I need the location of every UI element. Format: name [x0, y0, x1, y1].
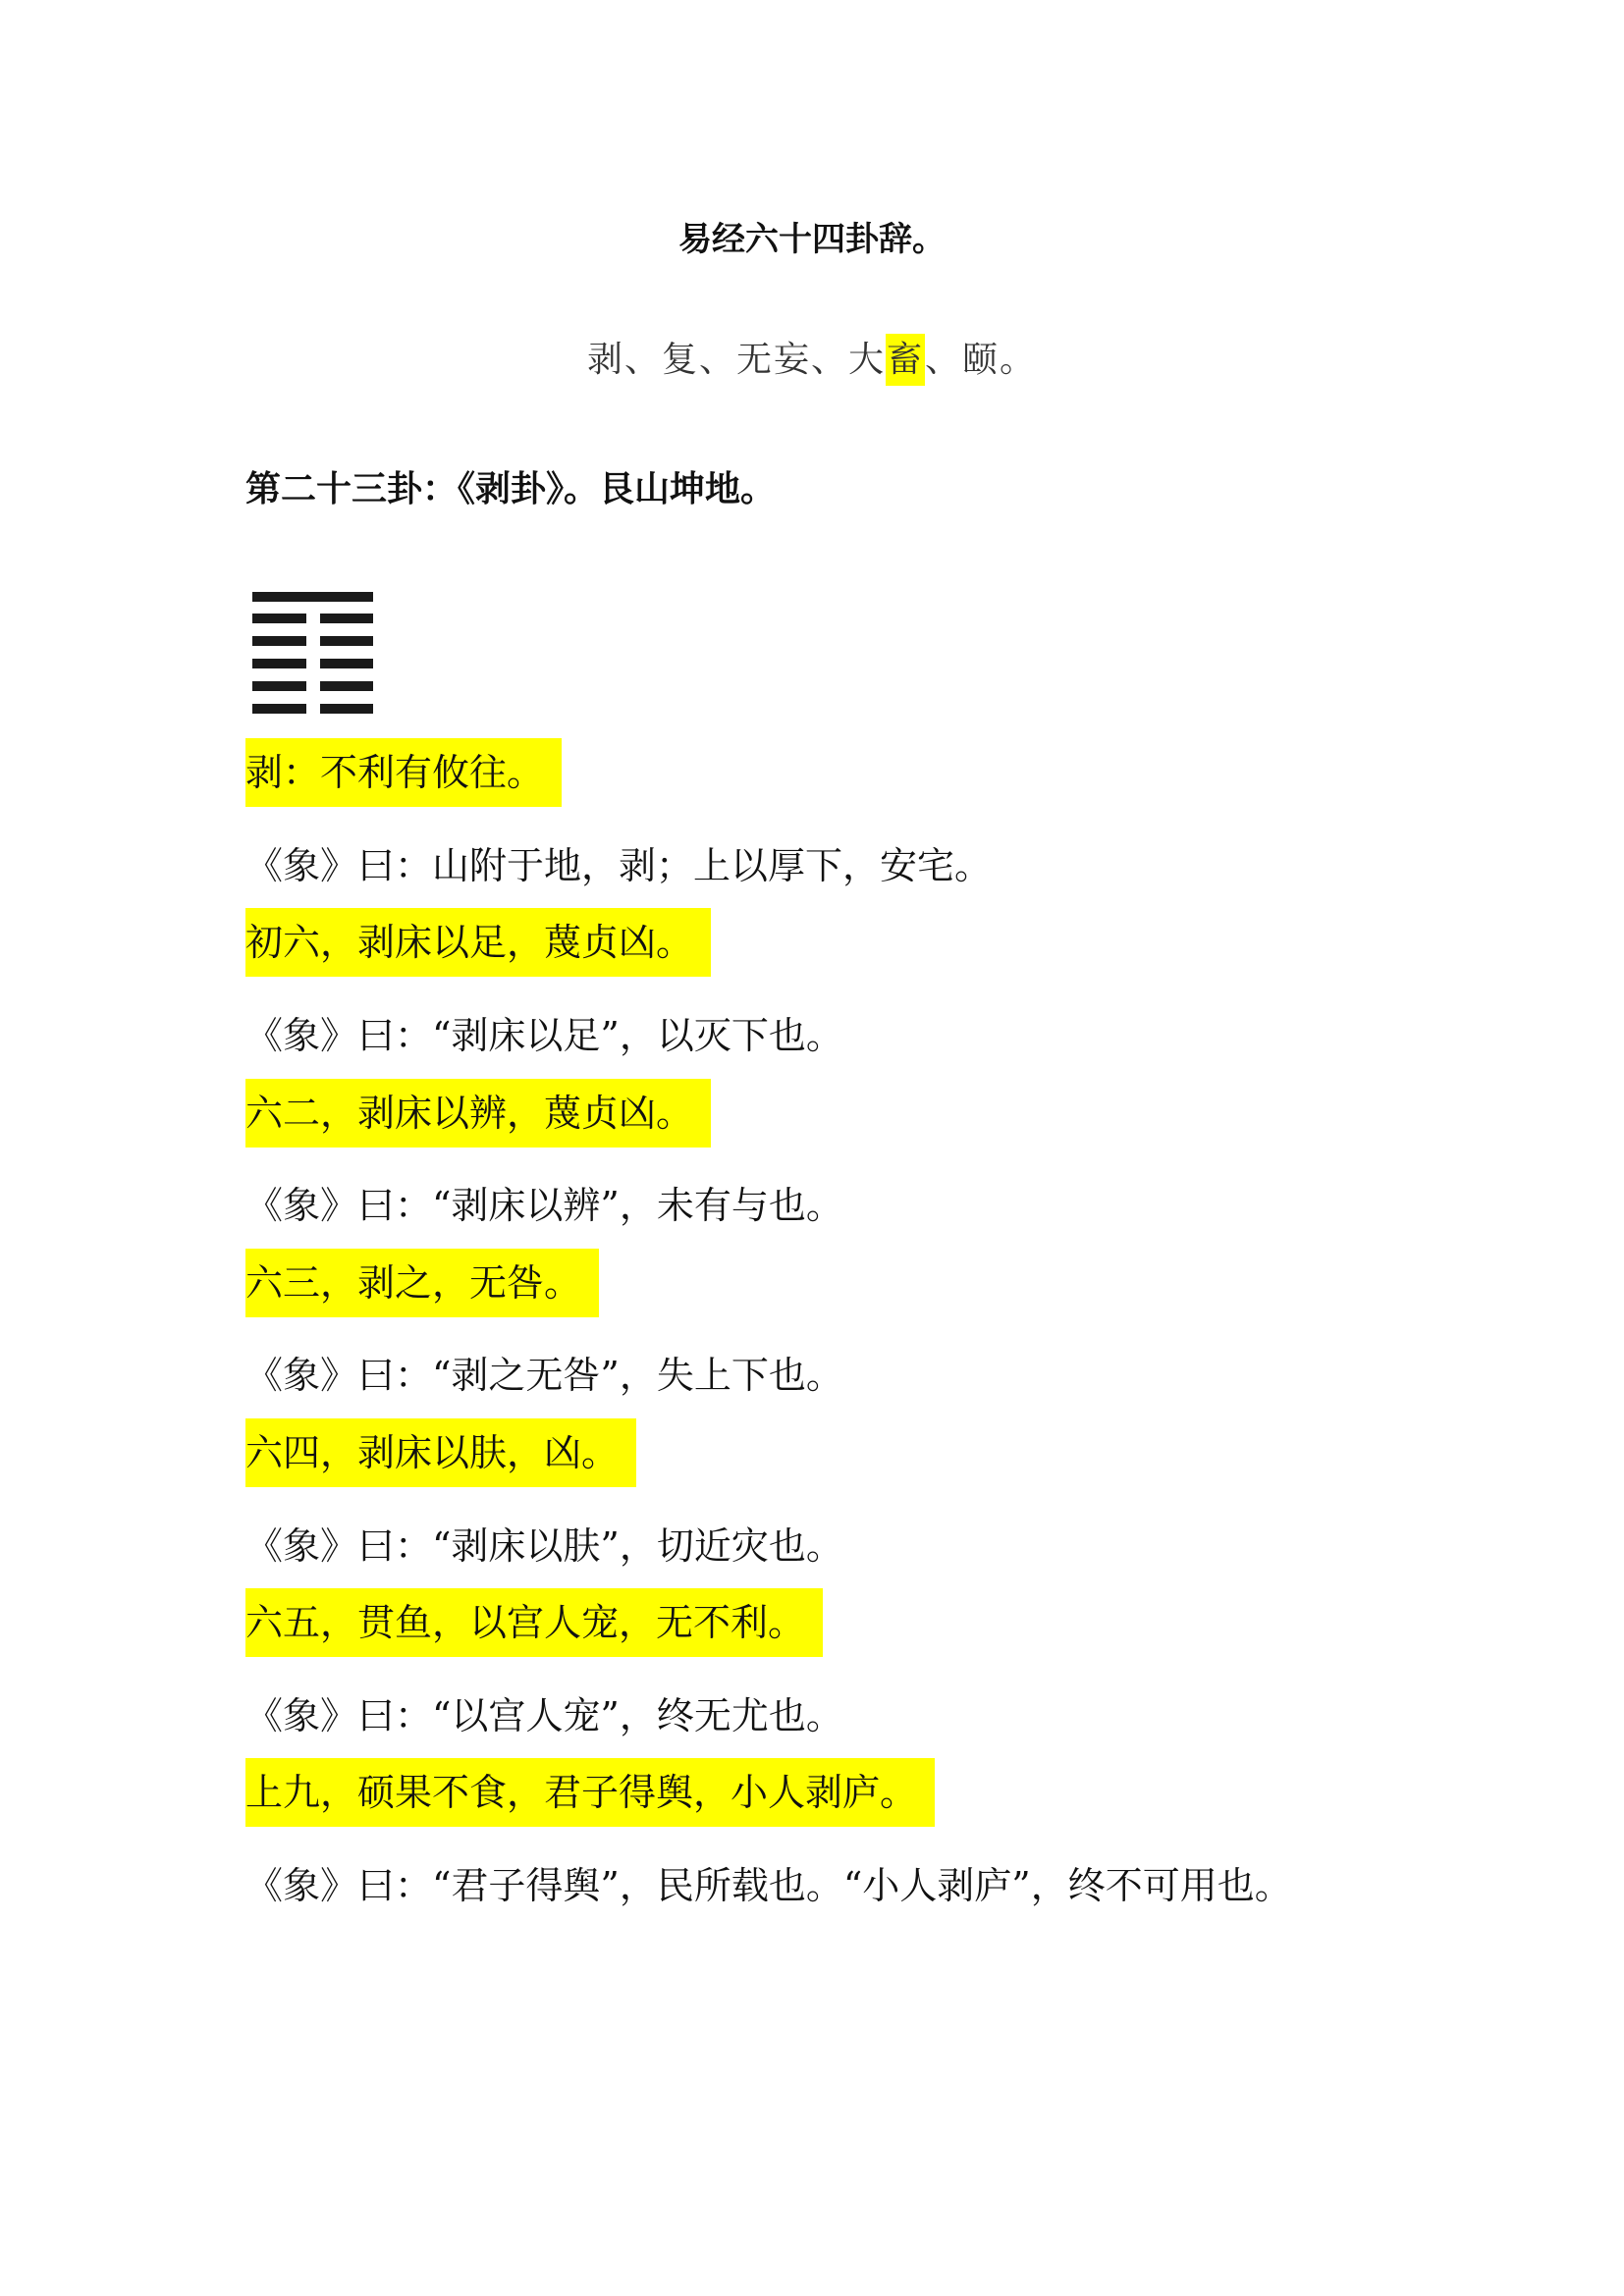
hexagram-line-1	[252, 592, 373, 602]
entry-7: 六三，剥之，无咎。	[245, 1249, 599, 1317]
entry-1: 剥：不利有攸往。	[245, 738, 562, 807]
entry-14: 《象》曰：“君子得舆”，民所载也。“小人剥庐”，终不可用也。	[245, 1864, 1292, 1907]
yin-line-segment	[252, 614, 306, 623]
hexagram-line-3	[252, 636, 373, 646]
yin-line-segment	[320, 681, 374, 691]
yin-line-segment	[320, 614, 374, 623]
yin-line-segment	[252, 681, 306, 691]
hexagram-line-4	[252, 659, 373, 668]
hexagram-line-5	[252, 681, 373, 691]
entry-3: 初六，剥床以足，蔑贞凶。	[245, 908, 711, 977]
entry-4: 《象》曰：“剥床以足”，以灭下也。	[245, 1014, 843, 1057]
yin-line-segment	[252, 659, 306, 668]
hexagram-line-6	[252, 704, 373, 714]
entry-2: 《象》曰：山附于地，剥；上以厚下，安宅。	[245, 844, 993, 887]
page-title: 易经六十四卦辞。	[678, 220, 946, 259]
entry-11: 六五，贯鱼，以宫人宠，无不利。	[245, 1588, 823, 1657]
hexagram-line-2	[252, 614, 373, 623]
yin-line-segment	[252, 636, 306, 646]
entry-5: 六二，剥床以辨，蔑贞凶。	[245, 1079, 711, 1148]
entry-13: 上九，硕果不食，君子得舆，小人剥庐。	[245, 1758, 935, 1827]
yin-line-segment	[320, 704, 374, 714]
subtitle-text-after: 、颐。	[925, 340, 1038, 380]
subtitle-text-before: 剥、复、无妄、大	[586, 340, 886, 380]
bo-hexagram-symbol	[252, 592, 373, 714]
entry-9: 六四，剥床以肤，凶。	[245, 1418, 636, 1487]
entry-12: 《象》曰：“以宫人宠”，终无尤也。	[245, 1694, 843, 1737]
yang-line-segment	[252, 592, 373, 602]
subtitle-highlighted-char: 畜	[886, 334, 925, 386]
chapter-heading: 第二十三卦：《剥卦》。艮山坤地。	[245, 468, 777, 509]
yin-line-segment	[320, 659, 374, 668]
entry-8: 《象》曰：“剥之无咎”，失上下也。	[245, 1354, 843, 1397]
hexagram-list-subtitle	[0, 332, 1624, 382]
entry-10: 《象》曰：“剥床以肤”，切近灾也。	[245, 1524, 843, 1568]
entry-6: 《象》曰：“剥床以辨”，未有与也。	[245, 1184, 843, 1227]
yin-line-segment	[320, 636, 374, 646]
yin-line-segment	[252, 704, 306, 714]
